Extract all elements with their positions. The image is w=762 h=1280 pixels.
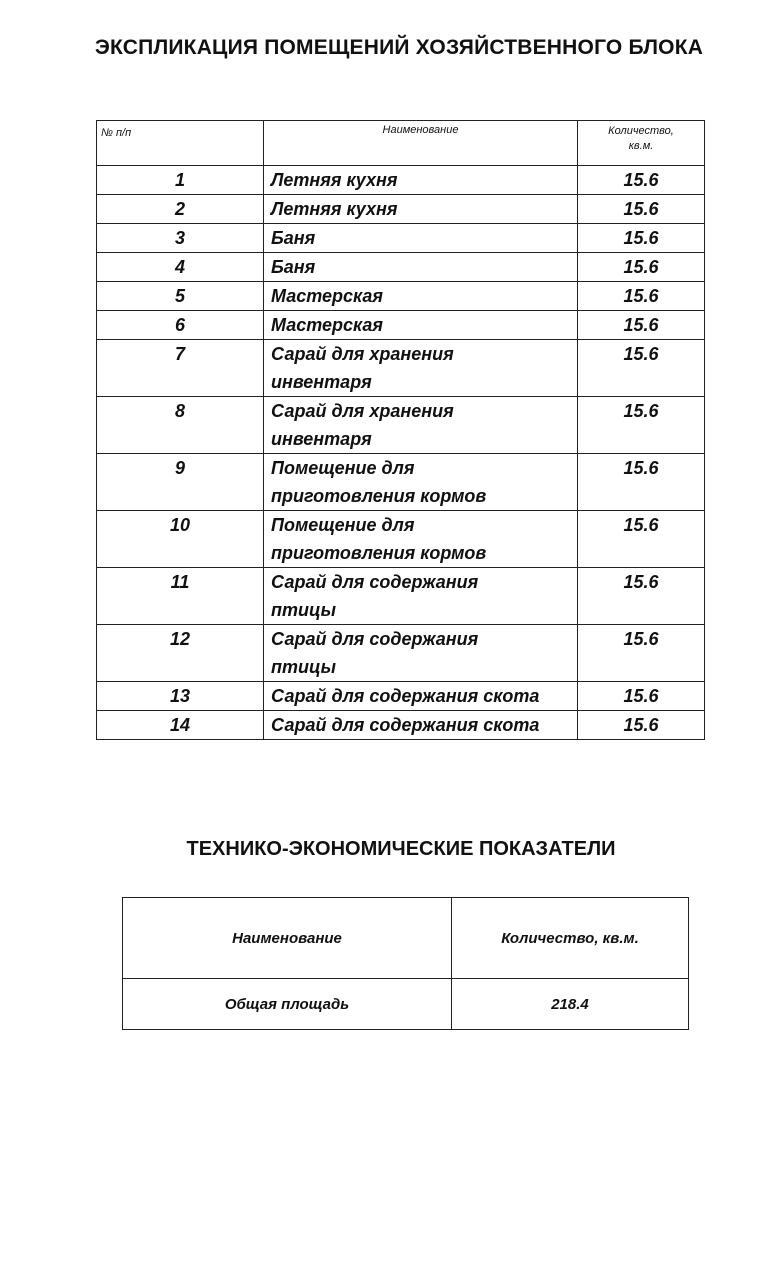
table-row bbox=[97, 195, 705, 224]
indicators-row bbox=[123, 979, 689, 1030]
table-row bbox=[97, 625, 705, 682]
header-number: № п/п bbox=[97, 121, 264, 166]
row-name-line2: приготовления кормов bbox=[271, 486, 487, 506]
indicators-row-qty: 218.4 bbox=[452, 979, 689, 1030]
row-quantity: 15.6 bbox=[578, 195, 705, 224]
table-row bbox=[97, 282, 705, 311]
row-quantity: 15.6 bbox=[578, 682, 705, 711]
row-number: 9 bbox=[97, 454, 264, 511]
indicators-header-row bbox=[123, 898, 689, 979]
row-name bbox=[264, 282, 578, 311]
header-quantity-line2: кв.м. bbox=[628, 140, 654, 152]
row-name bbox=[264, 511, 578, 568]
indicators-header-name: Наименование bbox=[123, 898, 452, 979]
row-number: 12 bbox=[97, 625, 264, 682]
row-number: 4 bbox=[97, 253, 264, 282]
table-row bbox=[97, 311, 705, 340]
row-name bbox=[264, 682, 578, 711]
header-quantity-line1: Количество, bbox=[608, 125, 674, 137]
row-quantity: 15.6 bbox=[578, 625, 705, 682]
row-quantity: 15.6 bbox=[578, 340, 705, 397]
row-name-line1: Сарай для содержания скота bbox=[271, 686, 540, 706]
header-name: Наименование bbox=[264, 121, 578, 166]
row-name bbox=[264, 224, 578, 253]
row-name-line1: Летняя кухня bbox=[271, 170, 398, 190]
row-quantity: 15.6 bbox=[578, 511, 705, 568]
document-title: ЭКСПЛИКАЦИЯ ПОМЕЩЕНИЙ ХОЗЯЙСТВЕННОГО БЛОКА bbox=[94, 36, 704, 59]
row-name-line1: Сарай для содержания bbox=[271, 572, 479, 592]
row-name bbox=[264, 340, 578, 397]
table-row bbox=[97, 454, 705, 511]
table-row bbox=[97, 568, 705, 625]
row-name-line2: птицы bbox=[271, 600, 336, 620]
table-row bbox=[97, 166, 705, 195]
table-row bbox=[97, 511, 705, 568]
row-quantity: 15.6 bbox=[578, 311, 705, 340]
row-number: 6 bbox=[97, 311, 264, 340]
row-number: 3 bbox=[97, 224, 264, 253]
row-name bbox=[264, 397, 578, 454]
row-name bbox=[264, 625, 578, 682]
table-row bbox=[97, 253, 705, 282]
table-row bbox=[97, 397, 705, 454]
indicators-title: ТЕХНИКО-ЭКОНОМИЧЕСКИЕ ПОКАЗАТЕЛИ bbox=[186, 838, 616, 860]
row-name-line1: Мастерская bbox=[271, 286, 383, 306]
row-name bbox=[264, 166, 578, 195]
row-name-line2: инвентаря bbox=[271, 372, 372, 392]
explication-table bbox=[96, 120, 705, 740]
row-number: 1 bbox=[97, 166, 264, 195]
row-name-line1: Летняя кухня bbox=[271, 199, 398, 219]
row-number: 2 bbox=[97, 195, 264, 224]
row-quantity: 15.6 bbox=[578, 253, 705, 282]
row-name-line2: птицы bbox=[271, 657, 336, 677]
row-quantity: 15.6 bbox=[578, 166, 705, 195]
row-number: 5 bbox=[97, 282, 264, 311]
row-number: 11 bbox=[97, 568, 264, 625]
row-name-line1: Сарай для хранения bbox=[271, 401, 454, 421]
row-number: 10 bbox=[97, 511, 264, 568]
table-row bbox=[97, 682, 705, 711]
indicators-table bbox=[122, 897, 689, 1030]
indicators-header-qty: Количество, кв.м. bbox=[452, 898, 689, 979]
row-name-line1: Баня bbox=[271, 228, 316, 248]
row-name-line1: Сарай для хранения bbox=[271, 344, 454, 364]
row-name bbox=[264, 568, 578, 625]
row-number: 14 bbox=[97, 711, 264, 740]
row-name-line1: Помещение для bbox=[271, 515, 415, 535]
row-quantity: 15.6 bbox=[578, 282, 705, 311]
row-quantity: 15.6 bbox=[578, 224, 705, 253]
explication-body bbox=[97, 166, 705, 740]
row-quantity: 15.6 bbox=[578, 397, 705, 454]
row-quantity: 15.6 bbox=[578, 711, 705, 740]
explication-header-row bbox=[97, 121, 705, 166]
row-number: 7 bbox=[97, 340, 264, 397]
row-name-line1: Сарай для содержания скота bbox=[271, 715, 540, 735]
row-name-line1: Сарай для содержания bbox=[271, 629, 479, 649]
table-row bbox=[97, 224, 705, 253]
row-name bbox=[264, 454, 578, 511]
row-name-line1: Мастерская bbox=[271, 315, 383, 335]
indicators-row-name: Общая площадь bbox=[123, 979, 452, 1030]
row-name-line1: Баня bbox=[271, 257, 316, 277]
row-number: 13 bbox=[97, 682, 264, 711]
row-quantity: 15.6 bbox=[578, 568, 705, 625]
row-name bbox=[264, 311, 578, 340]
row-number: 8 bbox=[97, 397, 264, 454]
row-name bbox=[264, 253, 578, 282]
table-row bbox=[97, 340, 705, 397]
row-name bbox=[264, 195, 578, 224]
row-name-line1: Помещение для bbox=[271, 458, 415, 478]
table-row bbox=[97, 711, 705, 740]
row-name bbox=[264, 711, 578, 740]
row-name-line2: приготовления кормов bbox=[271, 543, 487, 563]
row-quantity: 15.6 bbox=[578, 454, 705, 511]
row-name-line2: инвентаря bbox=[271, 429, 372, 449]
header-quantity bbox=[578, 121, 705, 166]
